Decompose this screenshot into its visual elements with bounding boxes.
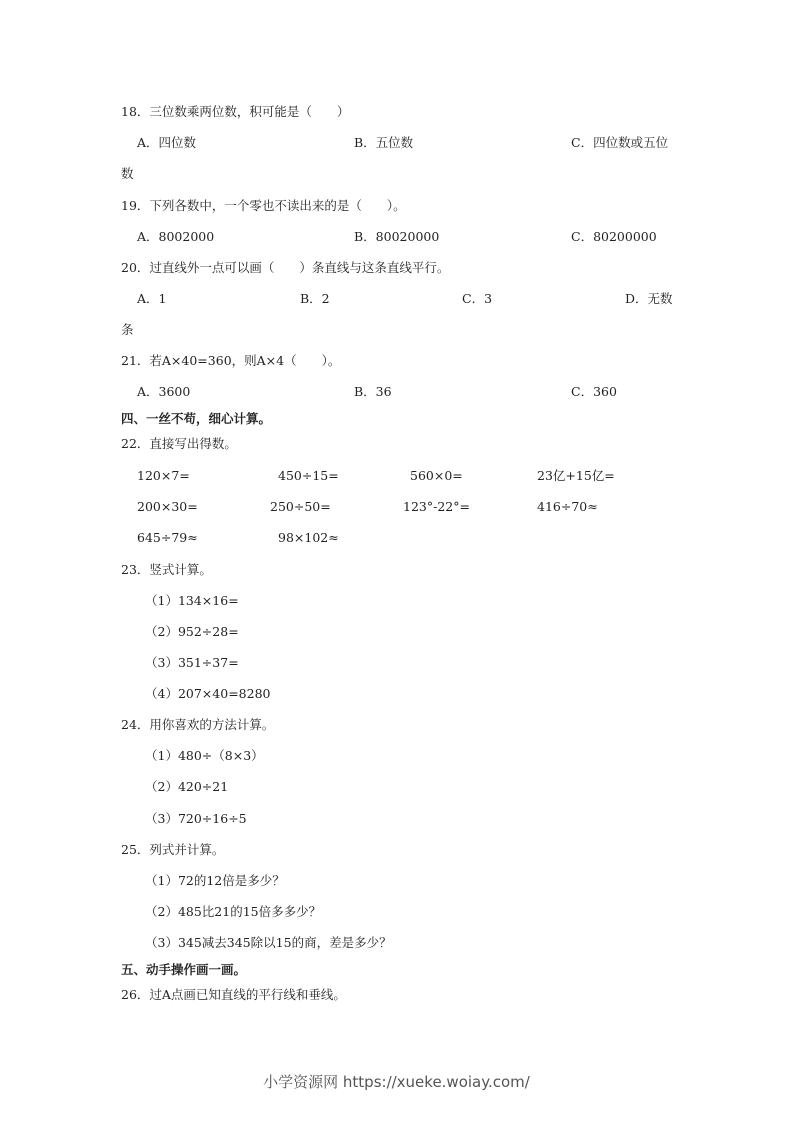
q18-option-b: B．五位数: [354, 135, 414, 150]
calc-item: 200×30=: [137, 499, 198, 514]
q20-option-c: C．3: [462, 291, 493, 306]
q18-option-c: C．四位数或五位: [571, 135, 669, 150]
q19-option-a: A．8002000: [137, 229, 215, 244]
calc-item: 645÷79≈: [137, 530, 198, 545]
question-20-stem: 20．过直线外一点可以画（ ）条直线与这条直线平行。: [121, 260, 450, 275]
q23-item-2: （2）952÷28=: [145, 624, 239, 639]
q25-item-2: （2）485比21的15倍多多少？: [145, 904, 322, 919]
q24-item-2: （2）420÷21: [145, 779, 229, 794]
q18-option-a: A．四位数: [137, 135, 197, 150]
calc-item: 560×0=: [410, 468, 463, 483]
question-26-stem: 26．过A点画已知直线的平行线和垂线。: [121, 987, 346, 1002]
q23-item-4: （4）207×40=8280: [145, 686, 271, 701]
section-5-heading: 五、动手操作画一画。: [121, 962, 247, 977]
q20-option-d: D．无数: [625, 291, 673, 306]
question-18-stem: 18．三位数乘两位数，积可能是（ ）: [121, 104, 350, 119]
q20-option-d-wrap: 条: [121, 322, 134, 337]
calc-item: 416÷70≈: [537, 499, 598, 514]
calc-item: 250÷50=: [270, 499, 331, 514]
question-19-stem: 19．下列各数中，一个零也不读出来的是（ ）。: [121, 198, 406, 213]
q23-item-3: （3）351÷37=: [145, 655, 239, 670]
question-22-stem: 22．直接写出得数。: [121, 436, 237, 451]
calc-item: 23亿+15亿=: [537, 468, 615, 483]
q21-option-b: B．36: [354, 384, 392, 399]
question-25-stem: 25．列式并计算。: [121, 842, 225, 857]
q23-item-1: （1）134×16=: [145, 593, 239, 608]
section-4-heading: 四、一丝不苟，细心计算。: [121, 411, 272, 426]
q19-option-b: B．80020000: [354, 229, 440, 244]
question-23-stem: 23．竖式计算。: [121, 562, 212, 577]
question-21-stem: 21．若A×40=360，则A×4（ ）。: [121, 353, 341, 368]
question-24-stem: 24．用你喜欢的方法计算。: [121, 717, 275, 732]
q19-option-c: C．80200000: [571, 229, 657, 244]
q25-item-1: （1）72的12倍是多少？: [145, 873, 285, 888]
footer-watermark: 小学资源网 https://xueke.woiay.com/: [263, 1073, 530, 1091]
calc-item: 450÷15=: [278, 468, 339, 483]
calc-item: 98×102≈: [278, 530, 339, 545]
q21-option-c: C．360: [571, 384, 617, 399]
q25-item-3: （3）345减去345除以15的商，差是多少？: [145, 935, 392, 950]
q18-option-c-wrap: 数: [121, 166, 134, 181]
q20-option-a: A．1: [137, 291, 167, 306]
calc-item: 120×7=: [137, 468, 190, 483]
q20-option-b: B．2: [300, 291, 330, 306]
q21-option-a: A．3600: [137, 384, 191, 399]
q24-item-3: （3）720÷16÷5: [145, 811, 247, 826]
q24-item-1: （1）480÷（8×3）: [145, 748, 264, 763]
calc-item: 123°-22°=: [403, 499, 470, 514]
